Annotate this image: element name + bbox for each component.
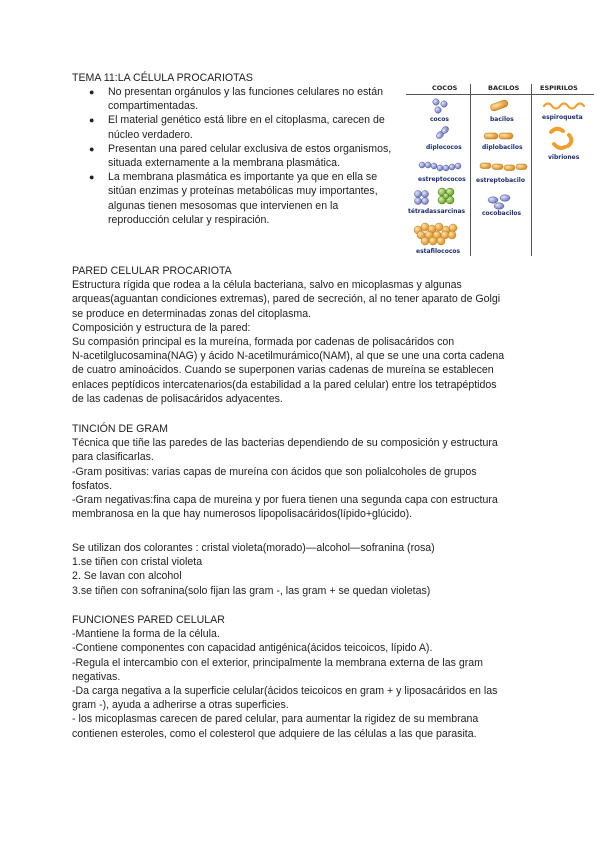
text-line: Su compasión principal es la mureína, formada por cadenas de polisacáridos con bbox=[72, 336, 455, 349]
text-line: negativas. bbox=[72, 670, 121, 683]
text-line: - los micoplasmas carecen de pared celular, para aumentar la rigidez de su membrana bbox=[72, 713, 479, 726]
caption-cocobacilos: cocobacilos bbox=[482, 210, 522, 217]
text-line: N-acetilglucosamina(NAG) y ácido N-acetilmurámico(NAM), al que se une una corta cadena bbox=[72, 350, 505, 363]
caption-cocos: cocos bbox=[430, 116, 449, 123]
espiroqueta-drawing bbox=[544, 104, 584, 109]
bacilos-drawing bbox=[490, 99, 509, 112]
caption-bacilos: bacilos bbox=[490, 116, 514, 123]
text-line: Composición y estructura de la pared: bbox=[72, 321, 251, 334]
section-tincion-gram bbox=[72, 422, 542, 521]
text-line: se produce en determinadas zonas del citoplasma. bbox=[72, 307, 312, 320]
section-heading: PARED CELULAR PROCARIOTA bbox=[72, 265, 232, 277]
bullet-list bbox=[72, 85, 402, 227]
section-heading: TINCIÓN DE GRAM bbox=[72, 423, 168, 435]
bullet-item: ● La membrana plasmática es importante ya que en ella se sitúan enzimas y proteínas metabólicas muy importantes, algunas tienen mesosomas que intervienen en la reproducción celular y respiración. bbox=[72, 170, 402, 227]
text-line: de cuatro aminoácidos. Cuando se superponen varias cadenas de mureína se establecen bbox=[72, 364, 494, 377]
text-line: -Gram positivas: varias capas de mureína con ácidos que son polialcoholes de grupos bbox=[72, 465, 477, 478]
gram-staining-steps bbox=[72, 541, 542, 598]
estafilococos-drawing bbox=[414, 223, 457, 245]
text-line: -Regula el intercambio con el exterior, principalmente la membrana externa de las gram bbox=[72, 656, 484, 669]
caption-estafilococos: estafilococos bbox=[416, 248, 461, 255]
text-line: Técnica que tiñe las paredes de las bacterias dependiendo de su composición y estructura bbox=[72, 437, 498, 450]
vibriones-drawing bbox=[551, 129, 571, 148]
text-line: -Da carga negativa a la superficie celular(ácidos teicoicos en gram + y liposacáridos en las bbox=[72, 685, 498, 698]
caption-espiroqueta: espiroqueta bbox=[542, 114, 583, 121]
cocos-drawing bbox=[433, 99, 447, 113]
text-line: arqueas(aguantan condiciones extremas), pared de secreción, al no tener aparato de Golgi bbox=[72, 293, 501, 306]
section-pared-celular bbox=[72, 264, 542, 406]
caption-diplococos: diplococos bbox=[426, 144, 462, 151]
text-line: -Contiene componentes con capacidad antigénica(ácidos teicoicos, lípido A). bbox=[72, 642, 433, 655]
diplobacilos-drawing bbox=[484, 133, 513, 139]
text-line: de las cadenas de polisacáridos adyacentes. bbox=[72, 392, 283, 405]
text-line: 3.se tiñen con sofranina(solo fijan las gram -, las gram + se quedan violetas) bbox=[72, 584, 431, 597]
caption-diplobacilos: diplobacilos bbox=[482, 144, 523, 151]
text-line: membranosa en la que hay numerosos lipopolisacáridos(lípido+glúcido). bbox=[72, 508, 413, 521]
estreptococos-drawing bbox=[419, 162, 461, 171]
text-line: enlaces peptídicos intercatenarios(da estabilidad a la pared celular) entre los tetrapéptidos bbox=[72, 378, 497, 391]
bacteria-drawings bbox=[404, 80, 596, 260]
caption-tetradas: tétradas bbox=[408, 208, 437, 215]
page-title: TEMA 11:LA CÉLULA PROCARIOTAS bbox=[72, 72, 253, 84]
caption-vibriones: vibriones bbox=[548, 154, 580, 161]
text-line: 2. Se lavan con alcohol bbox=[72, 570, 182, 583]
cocobacilos-drawing bbox=[488, 195, 510, 209]
tetradas-drawing bbox=[415, 191, 429, 205]
column-header-bacilos: BACILOS bbox=[488, 84, 520, 92]
section-heading: FUNCIONES PARED CELULAR bbox=[72, 614, 225, 626]
bullet-item: ● No presentan orgánulos y las funciones celulares no están compartimentadas. bbox=[72, 85, 402, 113]
text-line: contienen esteroles, como el colesterol que adquiere de las células a las que parasita. bbox=[72, 727, 477, 740]
text-line: gram -), ayuda a adherirse a otras superficies. bbox=[72, 699, 289, 712]
estreptobacilo-drawing bbox=[480, 163, 527, 171]
text-line: fosfatos. bbox=[72, 479, 113, 492]
text-line: -Gram negativas:fina capa de mureina y por fuera tienen una segunda capa con estructura bbox=[72, 494, 498, 507]
diplococos-drawing bbox=[435, 125, 450, 140]
bacteria-shapes-figure bbox=[404, 80, 596, 260]
text-line: Estructura rígida que rodea a la célula bacteriana, salvo en micoplasmas y algunas bbox=[72, 279, 462, 292]
caption-sarcinas: sarcinas bbox=[437, 208, 466, 215]
section-funciones bbox=[72, 613, 542, 741]
caption-estreptobacilo: estreptobacilo bbox=[476, 177, 525, 184]
column-header-cocos: COCOS bbox=[432, 84, 458, 92]
sarcinas-drawing bbox=[438, 188, 454, 204]
bullet-item: ● El material genético está libre en el citoplasma, carecen de núcleo verdadero. bbox=[72, 113, 402, 141]
text-line: -Mantiene la forma de la célula. bbox=[72, 628, 220, 641]
text-line: Se utilizan dos colorantes : cristal violeta(morado)—alcohol—sofranina (rosa) bbox=[72, 542, 435, 554]
text-line: 1.se tiñen con cristal violeta bbox=[72, 556, 203, 569]
column-header-espirilos: ESPIRILOS bbox=[540, 84, 578, 92]
bullet-item: ● Presentan una pared celular exclusiva de estos organismos, situada externamente a la membrana plasmática. bbox=[72, 142, 402, 170]
caption-estreptococos: estreptococos bbox=[418, 176, 466, 183]
text-line: para clasificarlas. bbox=[72, 451, 154, 464]
